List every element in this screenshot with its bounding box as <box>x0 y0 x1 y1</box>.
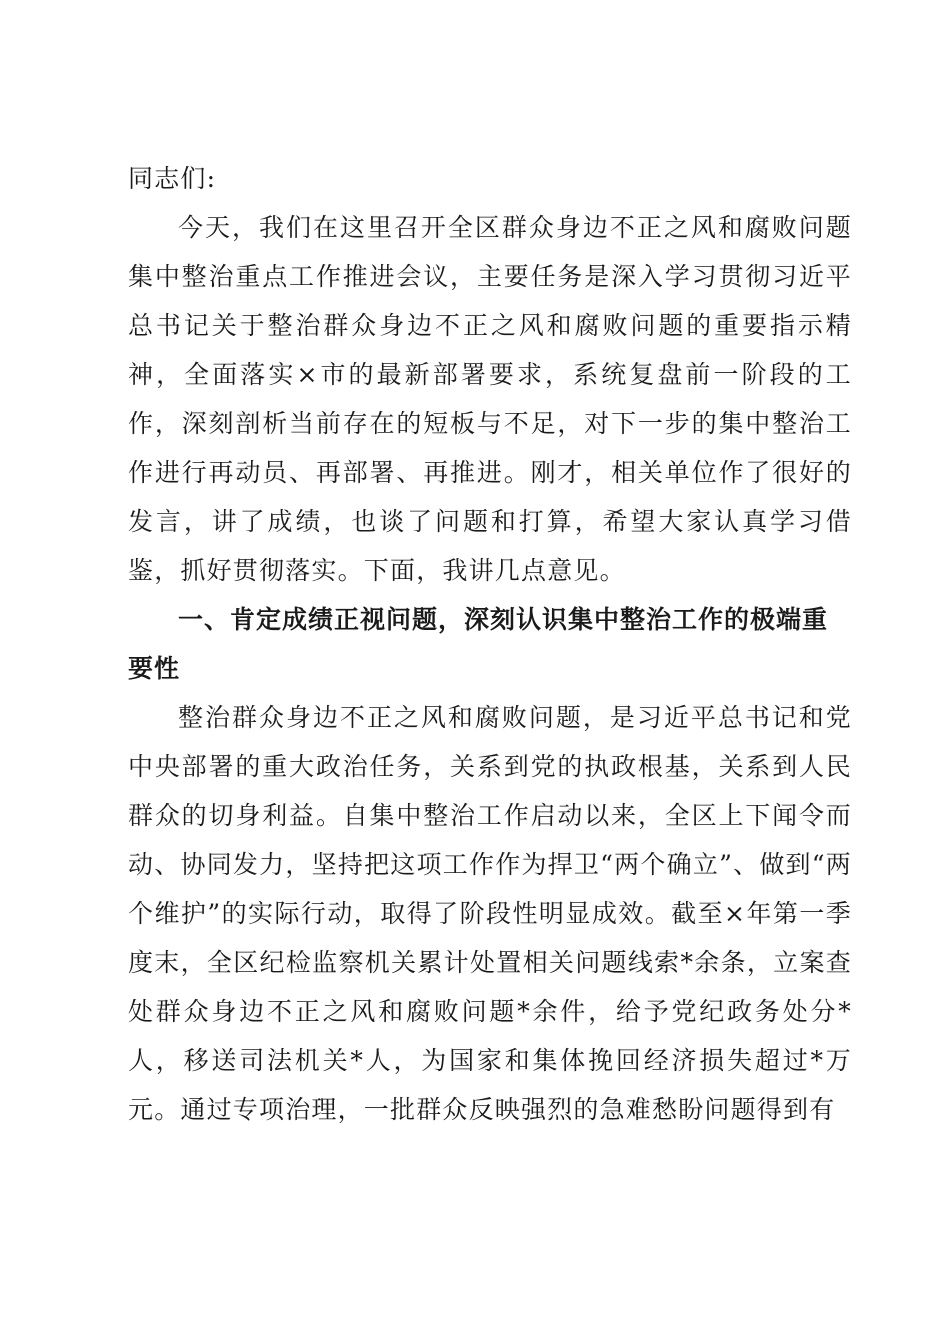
salutation: 同志们: <box>128 164 217 193</box>
section-heading: 一、肯定成绩正视问题，深刻认识集中整治工作的极端重要性 <box>128 605 829 683</box>
opening-paragraph: 今天，我们在这里召开全区群众身边不正之风和腐败问题集中整治重点工作推进会议，主要任务是深入学习贯彻习近平总书记关于整治群众身边不正之风和腐败问题的重要指示精神，全面落实×市的最新部署要求，系统复盘前一阶段的工作，深刻剖析当前存在的短板与不足，对下一步的集中整治工作进行再动员、再部署、再推进。刚才，相关单位作了很好的发言，讲了成绩，也谈了问题和打算，希望大家认真学习借鉴，抓好贯彻落实。下面，我讲几点意见。 <box>128 213 852 585</box>
section-paragraph: 整治群众身边不正之风和腐败问题，是习近平总书记和党中央部署的重大政治任务，关系到党的执政根基，关系到人民群众的切身利益。自集中整治工作启动以来，全区上下闻令而动、协同发力，坚持把这项工作作为捍卫“两个确立”、做到“两个维护”的实际行动，取得了阶段性明显成效。截至×年第一季度末，全区纪检监察机关累计处置相关问题线索*余条，立案查处群众身边不正之风和腐败问题*余件，给予党纪政务处分*人，移送司法机关*人，为国家和集体挽回经济损失超过*万元。通过专项治理，一批群众反映强烈的急难愁盼问题得到有 <box>128 703 852 1124</box>
document-body <box>128 154 852 1134</box>
